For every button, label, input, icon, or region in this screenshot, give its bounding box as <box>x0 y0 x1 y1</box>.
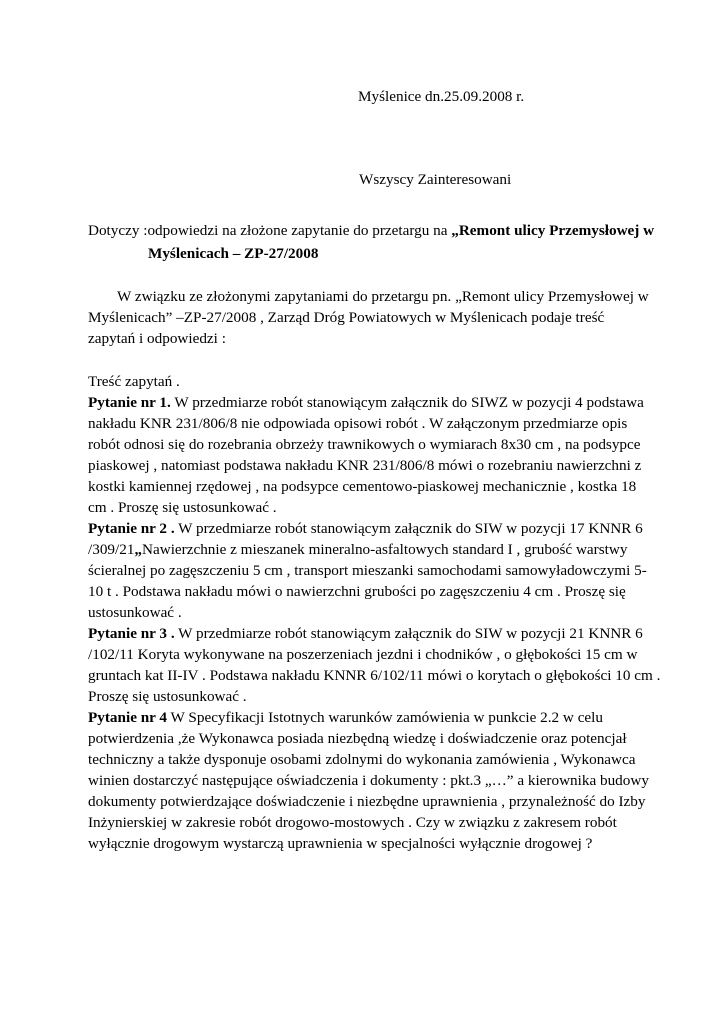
question-1-line: robót odnosi się do rozebrania obrzeży trawnikowych o wymiarach 8x30 cm , na podsypce <box>88 436 641 453</box>
question-2-line: ustosunkować . <box>88 604 182 621</box>
intro-line-3: zapytań i odpowiedzi : <box>88 330 226 347</box>
question-3-label: Pytanie nr 3 . <box>88 625 175 642</box>
question-4-line: potwierdzenia ,że Wykonawca posiada niezbędną wiedzę i doświadczenie oraz potencjał <box>88 730 627 747</box>
question-2-label: Pytanie nr 2 . <box>88 520 175 537</box>
question-1-line: kostki kamiennej rzędowej , na podsypce cementowo-piaskowej mechanicznie , kostka 18 <box>88 478 637 495</box>
question-2-line: /309/21„Nawierzchnie z mieszanek mineralno-asfaltowych standard I , grubość warstwy <box>88 541 628 558</box>
question-4-line: dokumenty potwierdzające doświadczenie i niezbędne uprawnienia , przynależność do Izby <box>88 793 646 810</box>
intro-line-1: W związku ze złożonymi zapytaniami do przetargu pn. „Remont ulicy Przemysłowej w <box>117 288 649 305</box>
question-1-label: Pytanie nr 1. <box>88 394 171 411</box>
question-4-line: techniczny a także dysponuje osobami zdolnymi do wykonania zamówienia , Wykonawca <box>88 751 636 768</box>
question-3-line: gruntach kat II-IV . Podstawa nakładu KNNR 6/102/11 mówi o korytach o głębokości 10 cm . <box>88 667 661 684</box>
question-4-label: Pytanie nr 4 <box>88 709 168 726</box>
recipient: Wszyscy Zainteresowani <box>359 171 512 188</box>
question-3-first-line: Pytanie nr 3 . W przedmiarze robót stanowiącym załącznik do SIW w pozycji 21 KNNR 6 <box>88 625 643 642</box>
question-4-line: Inżynierskiej w zakresie robót drogowo-mostowych . Czy w związku z zakresem robót <box>88 814 617 831</box>
question-2-first-line: Pytanie nr 2 . W przedmiarze robót stanowiącym załącznik do SIW w pozycji 17 KNNR 6 <box>88 520 643 537</box>
place-date: Myślenice dn.25.09.2008 r. <box>358 88 525 105</box>
question-2-line: 10 t . Podstawa nakładu mówi o nawierzchni grubości po zagęszczeniu 4 cm . Proszę się <box>88 583 626 600</box>
subject-title-part2: Myślenicach – ZP-27/2008 <box>148 245 319 262</box>
intro-line-2: Myślenicach” –ZP-27/2008 , Zarząd Dróg Powiatowych w Myślenicach podaje treść <box>88 309 605 326</box>
question-4-first-line: Pytanie nr 4 W Specyfikacji Istotnych warunków zamówienia w punkcie 2.2 w celu <box>88 709 603 726</box>
question-1-line: cm . Proszę się ustosunkować . <box>88 499 277 516</box>
question-3-line: Proszę się ustosunkować . <box>88 688 247 705</box>
question-3-line: /102/11 Koryta wykonywane na poszerzeniach jezdni i chodników , o głębokości 15 cm w <box>88 646 638 663</box>
questions-heading: Treść zapytań . <box>88 373 180 390</box>
question-2-line: ścieralnej po zagęszczeniu 5 cm , transport mieszanki samochodami samowyładowczymi 5- <box>88 562 647 579</box>
question-4-line: winien dostarczyć następujące oświadczenia i dokumenty : pkt.3 „…” a kierownika budowy <box>88 772 649 789</box>
question-1-line: piaskowej , natomiast podstawa nakładu KNR 231/806/8 mówi o rozebraniu nawierzchni z <box>88 457 642 474</box>
question-4-line: wyłącznie drogowym wystarczą uprawnienia w specjalności wyłącznie drogowej ? <box>88 835 593 852</box>
subject-line <box>88 220 654 241</box>
question-1-first-line: Pytanie nr 1. W przedmiarze robót stanowiącym załącznik do SIWZ w pozycji 4 podstawa <box>88 394 644 411</box>
subject-prefix: Dotyczy :odpowiedzi na złożone zapytanie do przetargu na <box>88 222 452 239</box>
subject-title-part1: „Remont ulicy Przemysłowej w <box>451 222 655 239</box>
question-1-line: nakładu KNR 231/806/8 nie odpowiada opisowi robót . W załączonym przedmiarze opis <box>88 415 628 432</box>
